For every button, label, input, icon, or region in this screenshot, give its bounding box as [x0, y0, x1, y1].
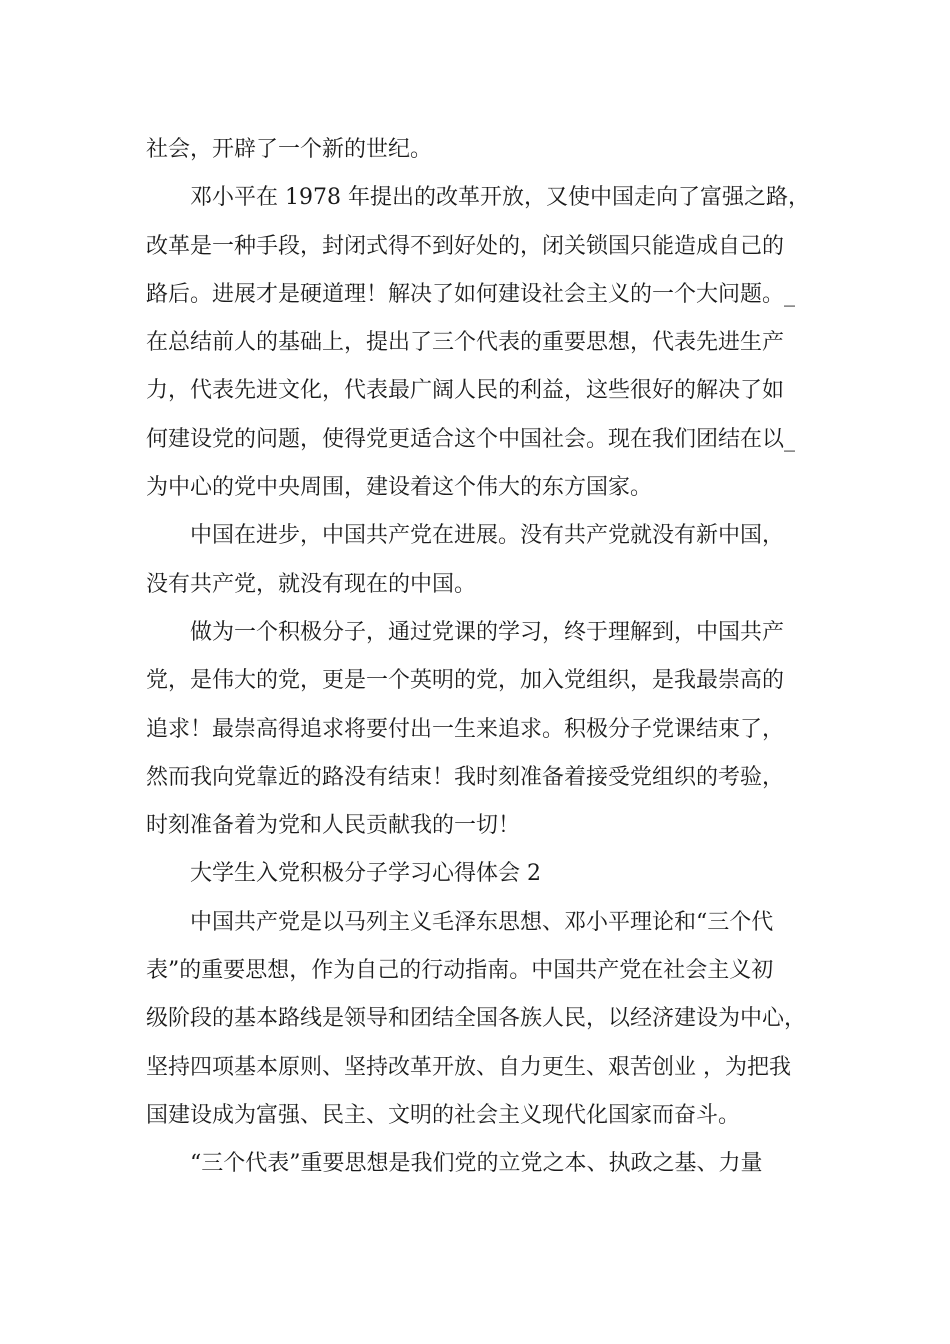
text-line: 然而我向党靠近的路没有结束！我时刻准备着接受党组织的考验，: [146, 764, 785, 790]
text-line: 没有共产党，就没有现在的中国。: [146, 571, 477, 597]
text-line: 为中心的党中央周围，建设着这个伟大的东方国家。: [146, 475, 653, 501]
text-line: 时刻准备着为党和人民贡献我的一切！: [146, 813, 521, 839]
text-line: 坚持四项基本原则、坚持改革开放、自力更生、艰苦创业 ，为把我: [146, 1054, 791, 1080]
text-line: 党，是伟大的党，更是一个英明的党，加入党组织，是我最崇高的: [146, 668, 785, 694]
text-line: 做为一个积极分子，通过党课的学习，终于理解到，中国共产: [190, 619, 785, 645]
text-line: 社会，开辟了一个新的世纪。: [146, 137, 433, 162]
section-heading: 大学生入党积极分子学习心得体会 2: [190, 861, 541, 887]
text-line: “三个代表”重要思想是我们党的立党之本、执政之基、力量: [190, 1151, 763, 1177]
text-line: 在总结前人的基础上，提出了三个代表的重要思想，代表先进生产: [146, 330, 785, 356]
text-line: 中国在进步，中国共产党在进展。没有共产党就没有新中国，: [190, 523, 785, 549]
text-line: 国建设成为富强、民主、文明的社会主义现代化国家而奋斗。: [146, 1102, 741, 1128]
text-line: 改革是一种手段，封闭式得不到好处的，闭关锁国只能造成自己的: [146, 233, 785, 259]
text-line: 中国共产党是以马列主义毛泽东思想、邓小平理论和“三个代: [190, 909, 774, 935]
text-line: 追求！最崇高得追求将要付出一生来追求。积极分子党课结束了，: [146, 716, 785, 742]
text-line: 邓小平在 1978 年提出的改革开放，又使中国走向了富强之路，: [190, 185, 810, 211]
document-body: [146, 126, 812, 1189]
text-line: 表”的重要思想，作为自己的行动指南。中国共产党在社会主义初: [146, 958, 774, 984]
text-line: 级阶段的基本路线是领导和团结全国各族人民，以经济建设为中心，: [146, 1006, 807, 1032]
text-line: 何建设党的问题，使得党更适合这个中国社会。现在我们团结在以_: [146, 426, 796, 452]
text-line: 路后。进展才是硬道理！解决了如何建设社会主义的一个大问题。_: [146, 281, 796, 307]
text-line: 力，代表先进文化，代表最广阔人民的利益，这些很好的解决了如: [146, 378, 785, 404]
